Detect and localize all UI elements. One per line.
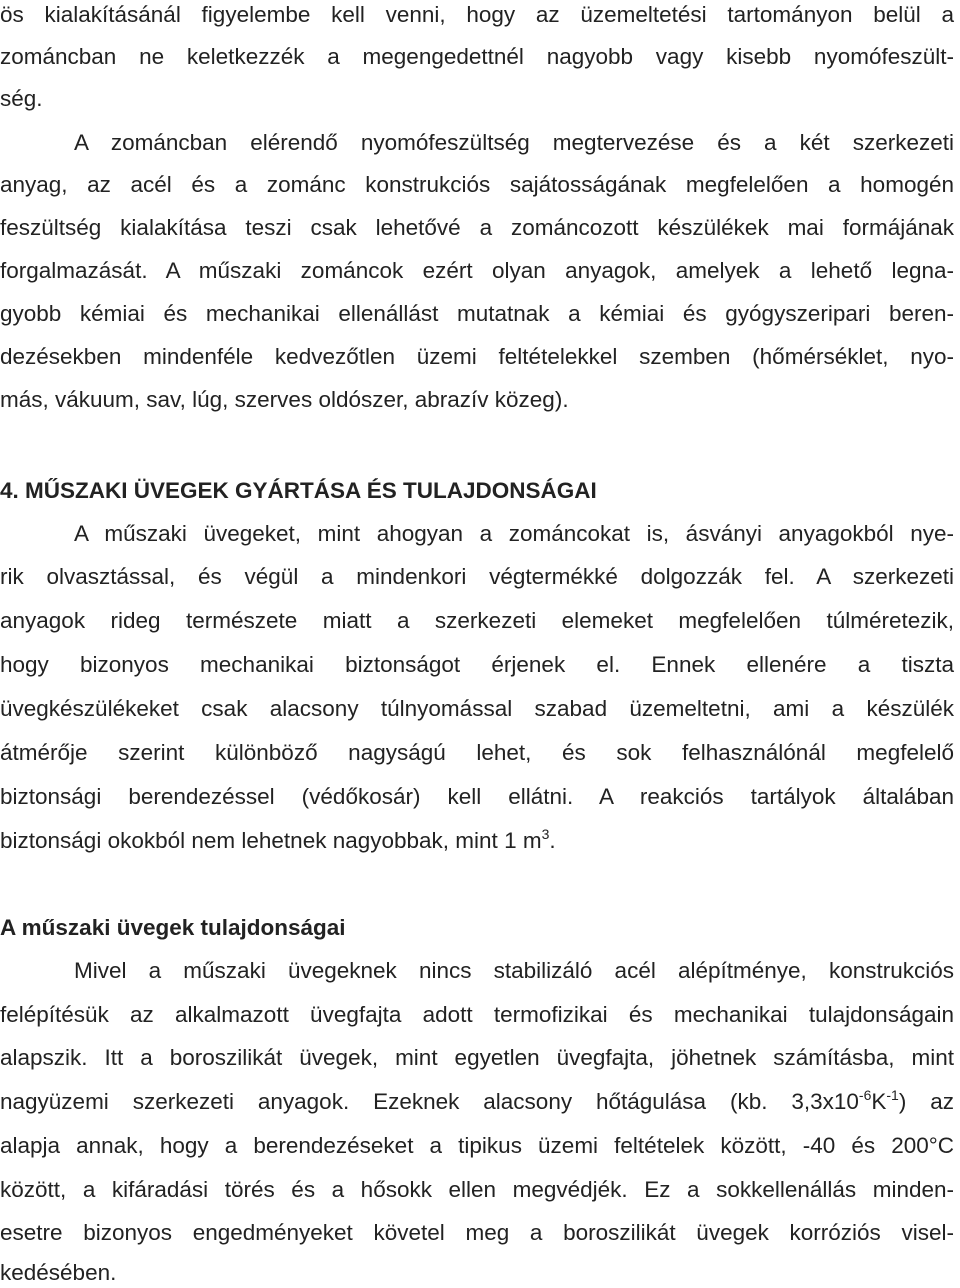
- paragraph-line: hogy bizonyos mechanikai biztonságot érjenek el. Ennek ellenére a tiszta: [0, 652, 954, 677]
- paragraph-line: [0, 1087, 954, 1117]
- paragraph-line: felépítésük az alkalmazott üvegfajta adott termofizikai és mechanikai tulajdonságain: [0, 1002, 954, 1027]
- paragraph-line: ös kialakításánál figyelembe kell venni, hogy az üzemeltetési tartományon belül a: [0, 2, 954, 27]
- paragraph-line: anyag, az acél és a zománc konstrukciós sajátosságának megfelelően a homogén: [0, 172, 954, 197]
- line-text: .: [549, 828, 556, 853]
- paragraph-line: forgalmazását. A műszaki zománcok ezért olyan anyagok, amelyek a lehető legna-: [0, 258, 954, 283]
- paragraph-line: rik olvasztással, és végül a mindenkori végtermékké dolgozzák fel. A szerkezeti: [0, 564, 954, 589]
- paragraph-line: anyagok rideg természete miatt a szerkezeti elemeket megfelelően túlméretezik,: [0, 608, 954, 633]
- section-heading: 4. MŰSZAKI ÜVEGEK GYÁRTÁSA ÉS TULAJDONSÁGAI: [0, 478, 597, 503]
- paragraph-line: biztonsági berendezéssel (védőkosár) kell ellátni. A reakciós tartályok általában: [0, 784, 954, 809]
- paragraph-line: zománcban ne keletkezzék a megengedettnél nagyobb vagy kisebb nyomófeszült-: [0, 44, 954, 69]
- paragraph-line: kedésében.: [0, 1260, 117, 1285]
- line-text: nagyüzemi szerkezeti anyagok. Ezeknek alacsony hőtágulása (kb. 3,3x10: [0, 1089, 859, 1114]
- line-text: biztonsági okokból nem lehetnek nagyobbak, mint 1 m: [0, 828, 542, 853]
- superscript: 3: [541, 826, 550, 842]
- paragraph-line: más, vákuum, sav, lúg, szerves oldószer, abrazív közeg).: [0, 387, 569, 412]
- paragraph-line: Mivel a műszaki üvegeknek nincs stabilizáló acél alépítménye, konstrukciós: [74, 958, 954, 983]
- subsection-heading: A műszaki üvegek tulajdonságai: [0, 915, 346, 940]
- superscript: -6: [858, 1087, 872, 1103]
- superscript: -1: [886, 1087, 899, 1103]
- paragraph-line: gyobb kémiai és mechanikai ellenállást mutatnak a kémiai és gyógyszeripari beren-: [0, 301, 954, 326]
- paragraph-line: [0, 826, 954, 856]
- paragraph-line: üvegkészülékeket csak alacsony túlnyomással szabad üzemeltetni, ami a készülék: [0, 696, 954, 721]
- paragraph-line: dezésekben mindenféle kedvezőtlen üzemi feltételekkel szemben (hőmérséklet, nyo-: [0, 344, 954, 369]
- paragraph-line: A zománcban elérendő nyomófeszültség megtervezése és a két szerkezeti: [74, 130, 954, 155]
- paragraph-line: átmérője szerint különböző nagyságú lehet, és sok felhasználónál megfelelő: [0, 740, 954, 765]
- paragraph-line: alapja annak, hogy a berendezéseket a tipikus üzemi feltételek között, -40 és 200°C: [0, 1133, 954, 1158]
- paragraph-line: alapszik. Itt a boroszilikát üvegek, mint egyetlen üvegfajta, jöhetnek számításba, mint: [0, 1045, 954, 1070]
- paragraph-line: esetre bizonyos engedményeket követel meg a boroszilikát üvegek korróziós visel-: [0, 1220, 954, 1245]
- line-text: K: [871, 1089, 887, 1114]
- paragraph-line: feszültség kialakítása teszi csak lehetővé a zománcozott készülékek mai formájának: [0, 215, 954, 240]
- paragraph-line: A műszaki üvegeket, mint ahogyan a zománcokat is, ásványi anyagokból nye-: [74, 521, 954, 546]
- paragraph-line: ség.: [0, 86, 43, 111]
- line-text: ) az: [898, 1089, 954, 1114]
- paragraph-line: között, a kifáradási törés és a hősokk ellen megvédjék. Ez a sokkellenállás minden-: [0, 1177, 954, 1202]
